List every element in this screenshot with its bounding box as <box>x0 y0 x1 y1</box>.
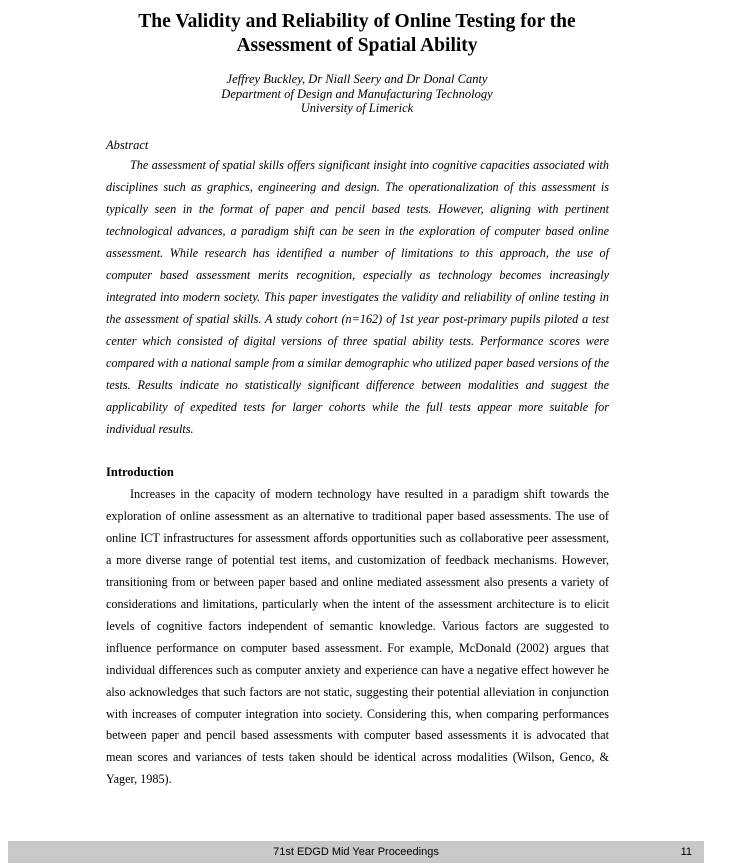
abstract-text: The assessment of spatial skills offers significant insight into cognitive capacities associated with disciplines such as graphics, engineering and design. The operationalization of this assessment is typically seen in the format of paper and pencil based tests. However, aligning with pertinent technological advances, a paradigm shift can be seen in the exploration of computer based online assessment. While research has identified a number of limitations to this approach, the use of computer based assessment merits recognition, especially as technology becomes increasingly integrated into modern society. This paper investigates the validity and reliability of online testing in the assessment of spatial skills. A study cohort (n=162) of 1st year post-primary pupils piloted a test center which consisted of digital versions of three spatial ability tests. Performance scores were compared with a national sample from a similar demographic who utilized paper based versions of the tests. Results indicate no statistically significant difference between modalities and suggest the applicability of expedited tests for larger cohorts while the full tests appear more suitable for individual results. <box>106 158 609 436</box>
paper-title <box>60 10 654 58</box>
abstract-label: Abstract <box>106 138 149 152</box>
title-line-2: Assessment of Spatial Ability <box>236 35 478 56</box>
author-block <box>100 72 614 116</box>
introduction-heading: Introduction <box>106 465 174 479</box>
page-footer <box>8 841 704 863</box>
title-line-1: The Validity and Reliability of Online Testing for the <box>138 11 576 32</box>
footer-page-number: 11 <box>680 846 692 858</box>
introduction-text: Increases in the capacity of modern technology have resulted in a paradigm shift towards the exploration of online assessment as an alternative to traditional paper based assessments. The use of online ICT infrastructures for assessment affords opportunities such as collaborative peer assessment, a more diverse range of potential test items, and customization of feedback mechanisms. However, transitioning from or between paper based and online mediated assessment also presents a variety of considerations and limitations, particularly when the intent of the assessment architecture is to elicit levels of cognitive factors independent of semantic knowledge. Various factors are suggested to influence performance on computer based assessment. For example, McDonald (2002) argues that individual differences such as computer anxiety and experience can have a negative effect however he also acknowledges that such factors are not static, suggesting their potential alleviation in conjunction with increases of computer integration into society. Considering this, when comparing performances between paper and pencil based assessments with computer based assessments it is advocated that mean scores and variances of tests taken should be identical across modalities (Wilson, Genco, & Yager, 1985). <box>106 487 609 787</box>
footer-proceedings-title: 71st EDGD Mid Year Proceedings <box>273 846 439 858</box>
author-university: University of Limerick <box>300 101 414 115</box>
author-names: Jeffrey Buckley, Dr Niall Seery and Dr Donal Canty <box>226 72 488 86</box>
author-department: Department of Design and Manufacturing Technology <box>221 86 493 101</box>
